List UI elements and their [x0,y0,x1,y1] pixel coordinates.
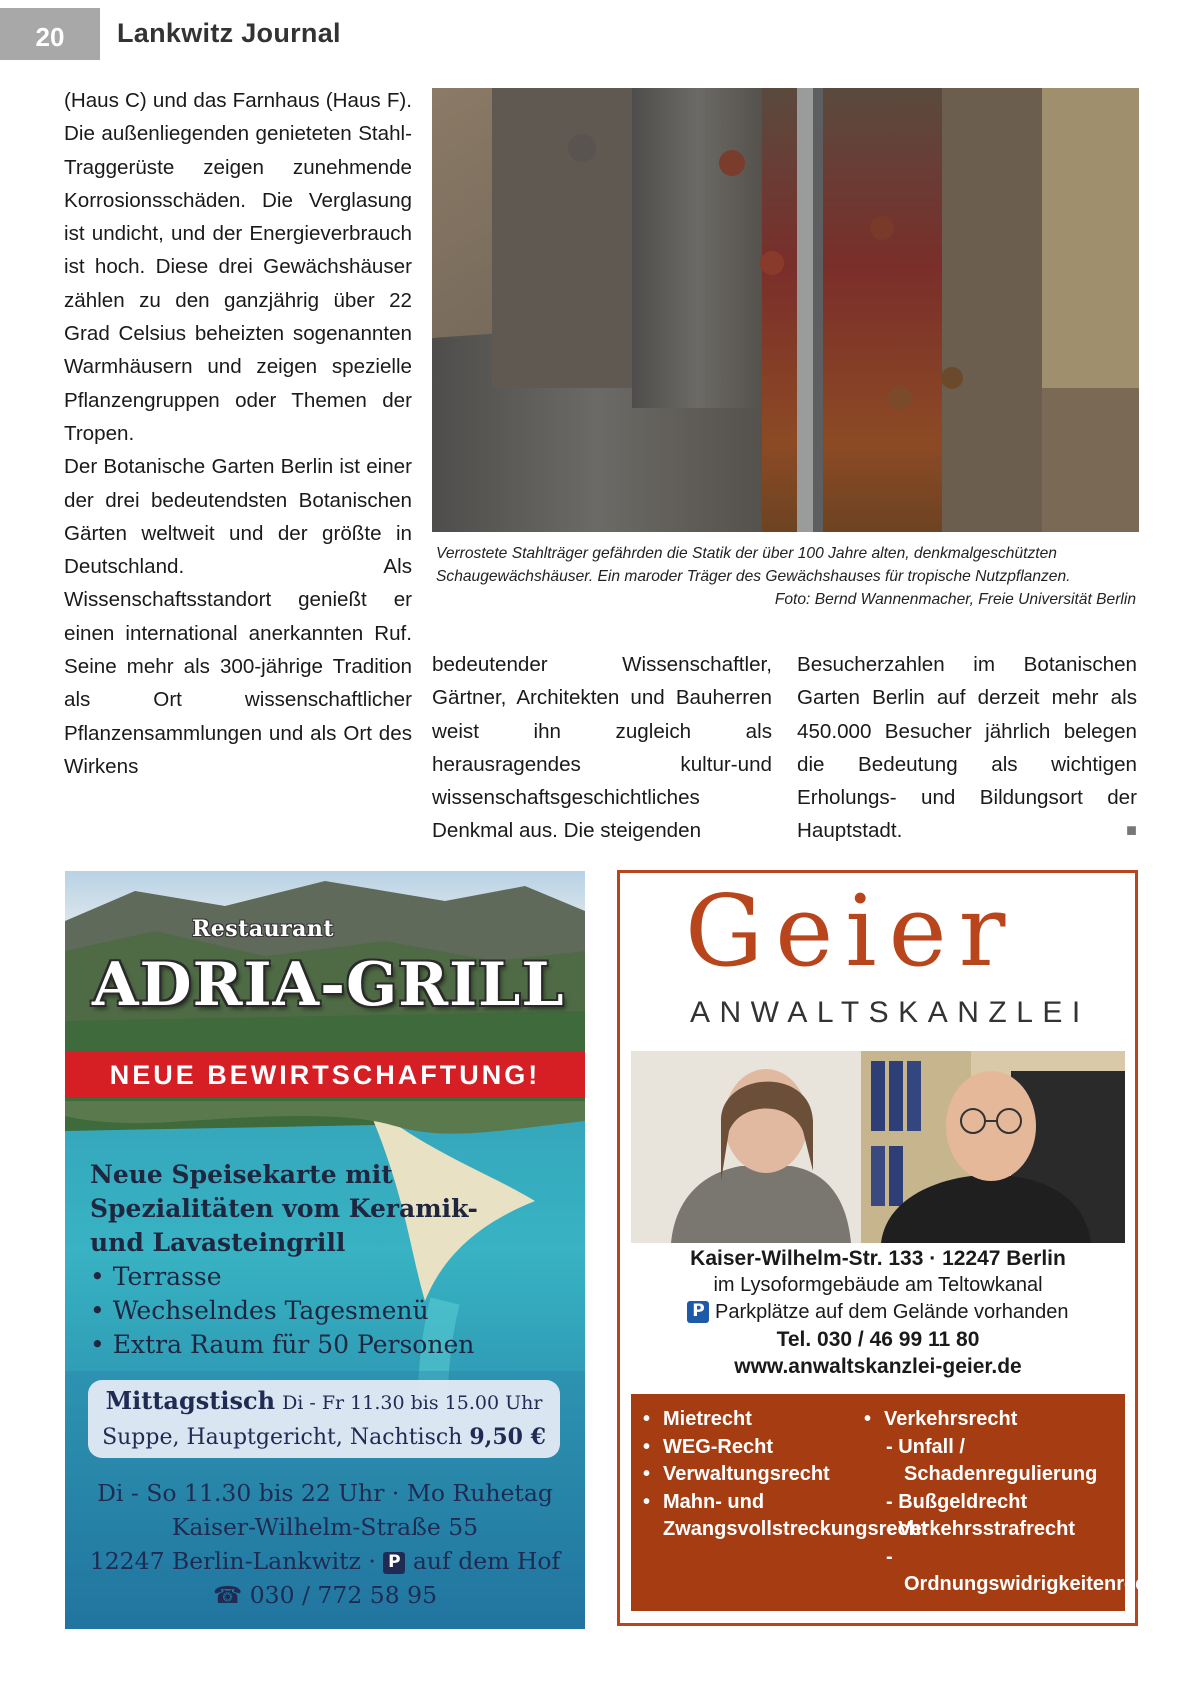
feature-item: • Wechselndes Tagesmenü [90,1294,490,1328]
practice-subarea: - Unfall / Schadenregulierung [886,1435,1098,1485]
restaurant-phone: 030 / 772 58 95 [249,1581,438,1609]
practice-area: • Verwaltungsrecht [643,1461,863,1489]
lunch-times: Di - Fr 11.30 bis 15.00 Uhr [282,1392,543,1414]
article-paragraph: (Haus C) und das Farnhaus (Haus F). Die außenliegenden genieteten Stahl-Traggerüste zeigen zunehmende Korrosionsschäden. Die Verglasung ist undicht, und der Energieverbrauch ist hoch. Diese drei Gewächshäuser zählen zu den ganzjährig über 22 Grad Celsius beheizten sogenannten Warmhäusern und zeigen spezielle Pflanzengruppen oder Themen der Tropen. [64,89,412,445]
lawyers-portrait-photo [631,1051,1125,1243]
practice-subarea: - Bußgeldrecht [886,1490,1028,1513]
caption-text: Verrostete Stahlträger gefährden die Statik der über 100 Jahre alten, denkmalgeschützten Schaugewächshäuser. Ein maroder Träger des Gewächshauses für tropische Nutzpflanzen. [436,545,1071,585]
new-management-banner: NEUE BEWIRTSCHAFTUNG! [65,1052,585,1098]
menu-heading-line: Spezialitäten vom Keramik- [90,1194,478,1223]
feature-item: • Terrasse [90,1260,490,1294]
law-phone: Tel. 030 / 46 99 11 80 [776,1328,980,1351]
photo-credit: Foto: Bernd Wannenmacher, Freie Universität Berlin [774,591,1136,608]
law-office-contact [631,1243,1125,1380]
menu-heading-line: Neue Speisekarte mit [90,1160,393,1189]
lunch-menu: Suppe, Hauptgericht, Nachtisch [102,1425,463,1450]
page-number: 20 [0,8,100,60]
law-office-subtitle: ANWALTSKANZLEI [690,996,1090,1029]
end-mark: ■ [1126,820,1137,841]
opening-hours: Di - So 11.30 bis 22 Uhr · Mo Ruhetag [97,1479,553,1507]
feature-item: • Extra Raum für 50 Personen [90,1328,490,1362]
parking-note: auf dem Hof [412,1547,561,1575]
practice-areas [631,1394,1166,1611]
restaurant-contact [70,1476,580,1612]
lunch-title: Mittagstisch [105,1386,276,1415]
practice-area: • Mietrecht [643,1406,863,1434]
law-office-name: Geier [685,875,1018,989]
practice-area: • Verkehrsrecht [864,1406,1119,1434]
phone-icon: ☎ [212,1581,243,1609]
restaurant-city: 12247 Berlin-Lankwitz · [89,1547,376,1575]
law-address: Kaiser-Wilhelm-Str. 133 · 12247 Berlin [690,1247,1066,1270]
feature-list [90,1260,490,1362]
rusted-steel-beam-photo [432,88,1139,532]
law-parking: Parkplätze auf dem Gelände vorhanden [714,1301,1069,1323]
restaurant-name: ADRIA-GRILL [92,950,565,1020]
article-paragraph: Besucherzahlen im Botanischen Garten Berlin auf derzeit mehr als 450.000 Besucher jährlich belegen die Bedeutung als wichtigen Erholungs- und Bildungsort der Hauptstadt. [797,653,1137,843]
article-column-right [797,648,1137,848]
parking-icon: P [383,1552,405,1574]
law-website: www.anwaltskanzlei-geier.de [734,1355,1022,1378]
practice-area: • WEG-Recht [643,1434,863,1462]
photo-caption [436,542,1136,611]
restaurant-menu-info [90,1158,490,1362]
practice-area: • Mahn- und Zwangsvollstreckungsrecht [643,1489,863,1544]
menu-heading-line: und Lavasteingrill [90,1228,346,1257]
restaurant-label: Restaurant [192,916,335,942]
article-paragraph: Der Botanische Garten Berlin ist einer der drei bedeutendsten Botanischen Gärten weltweit und der größte in Deutschland. Als Wissenschaftsstandort genießt er einen international anerkannten Ruf. Seine mehr als 300-jährige Tradition als Ort wissenschaftlicher Pflanzensammlungen und als Ort des Wirkens [64,455,412,778]
practice-areas-left [643,1406,928,1544]
restaurant-street: Kaiser-Wilhelm-Straße 55 [171,1513,479,1541]
parking-icon: P [687,1301,709,1323]
lunch-offer-box [88,1380,560,1458]
article-column-middle: bedeutender Wissenschaftler, Gärtner, Architekten und Bauherren weist ihn zugleich als herausragendes kultur-und wissenschaftsgeschichtliches Denkmal aus. Die steigenden [432,653,772,843]
journal-title: Lankwitz Journal [117,18,341,48]
lunch-price: 9,50 € [469,1424,546,1450]
practice-subarea: - Ordnungswidrigkeitenrecht [886,1545,1166,1595]
practice-areas-right [864,1406,1166,1599]
law-building: im Lysoformgebäude am Teltowkanal [713,1274,1043,1296]
article-column-left [64,84,412,783]
practice-subarea: - Verkehrsstrafrecht [886,1518,1075,1540]
